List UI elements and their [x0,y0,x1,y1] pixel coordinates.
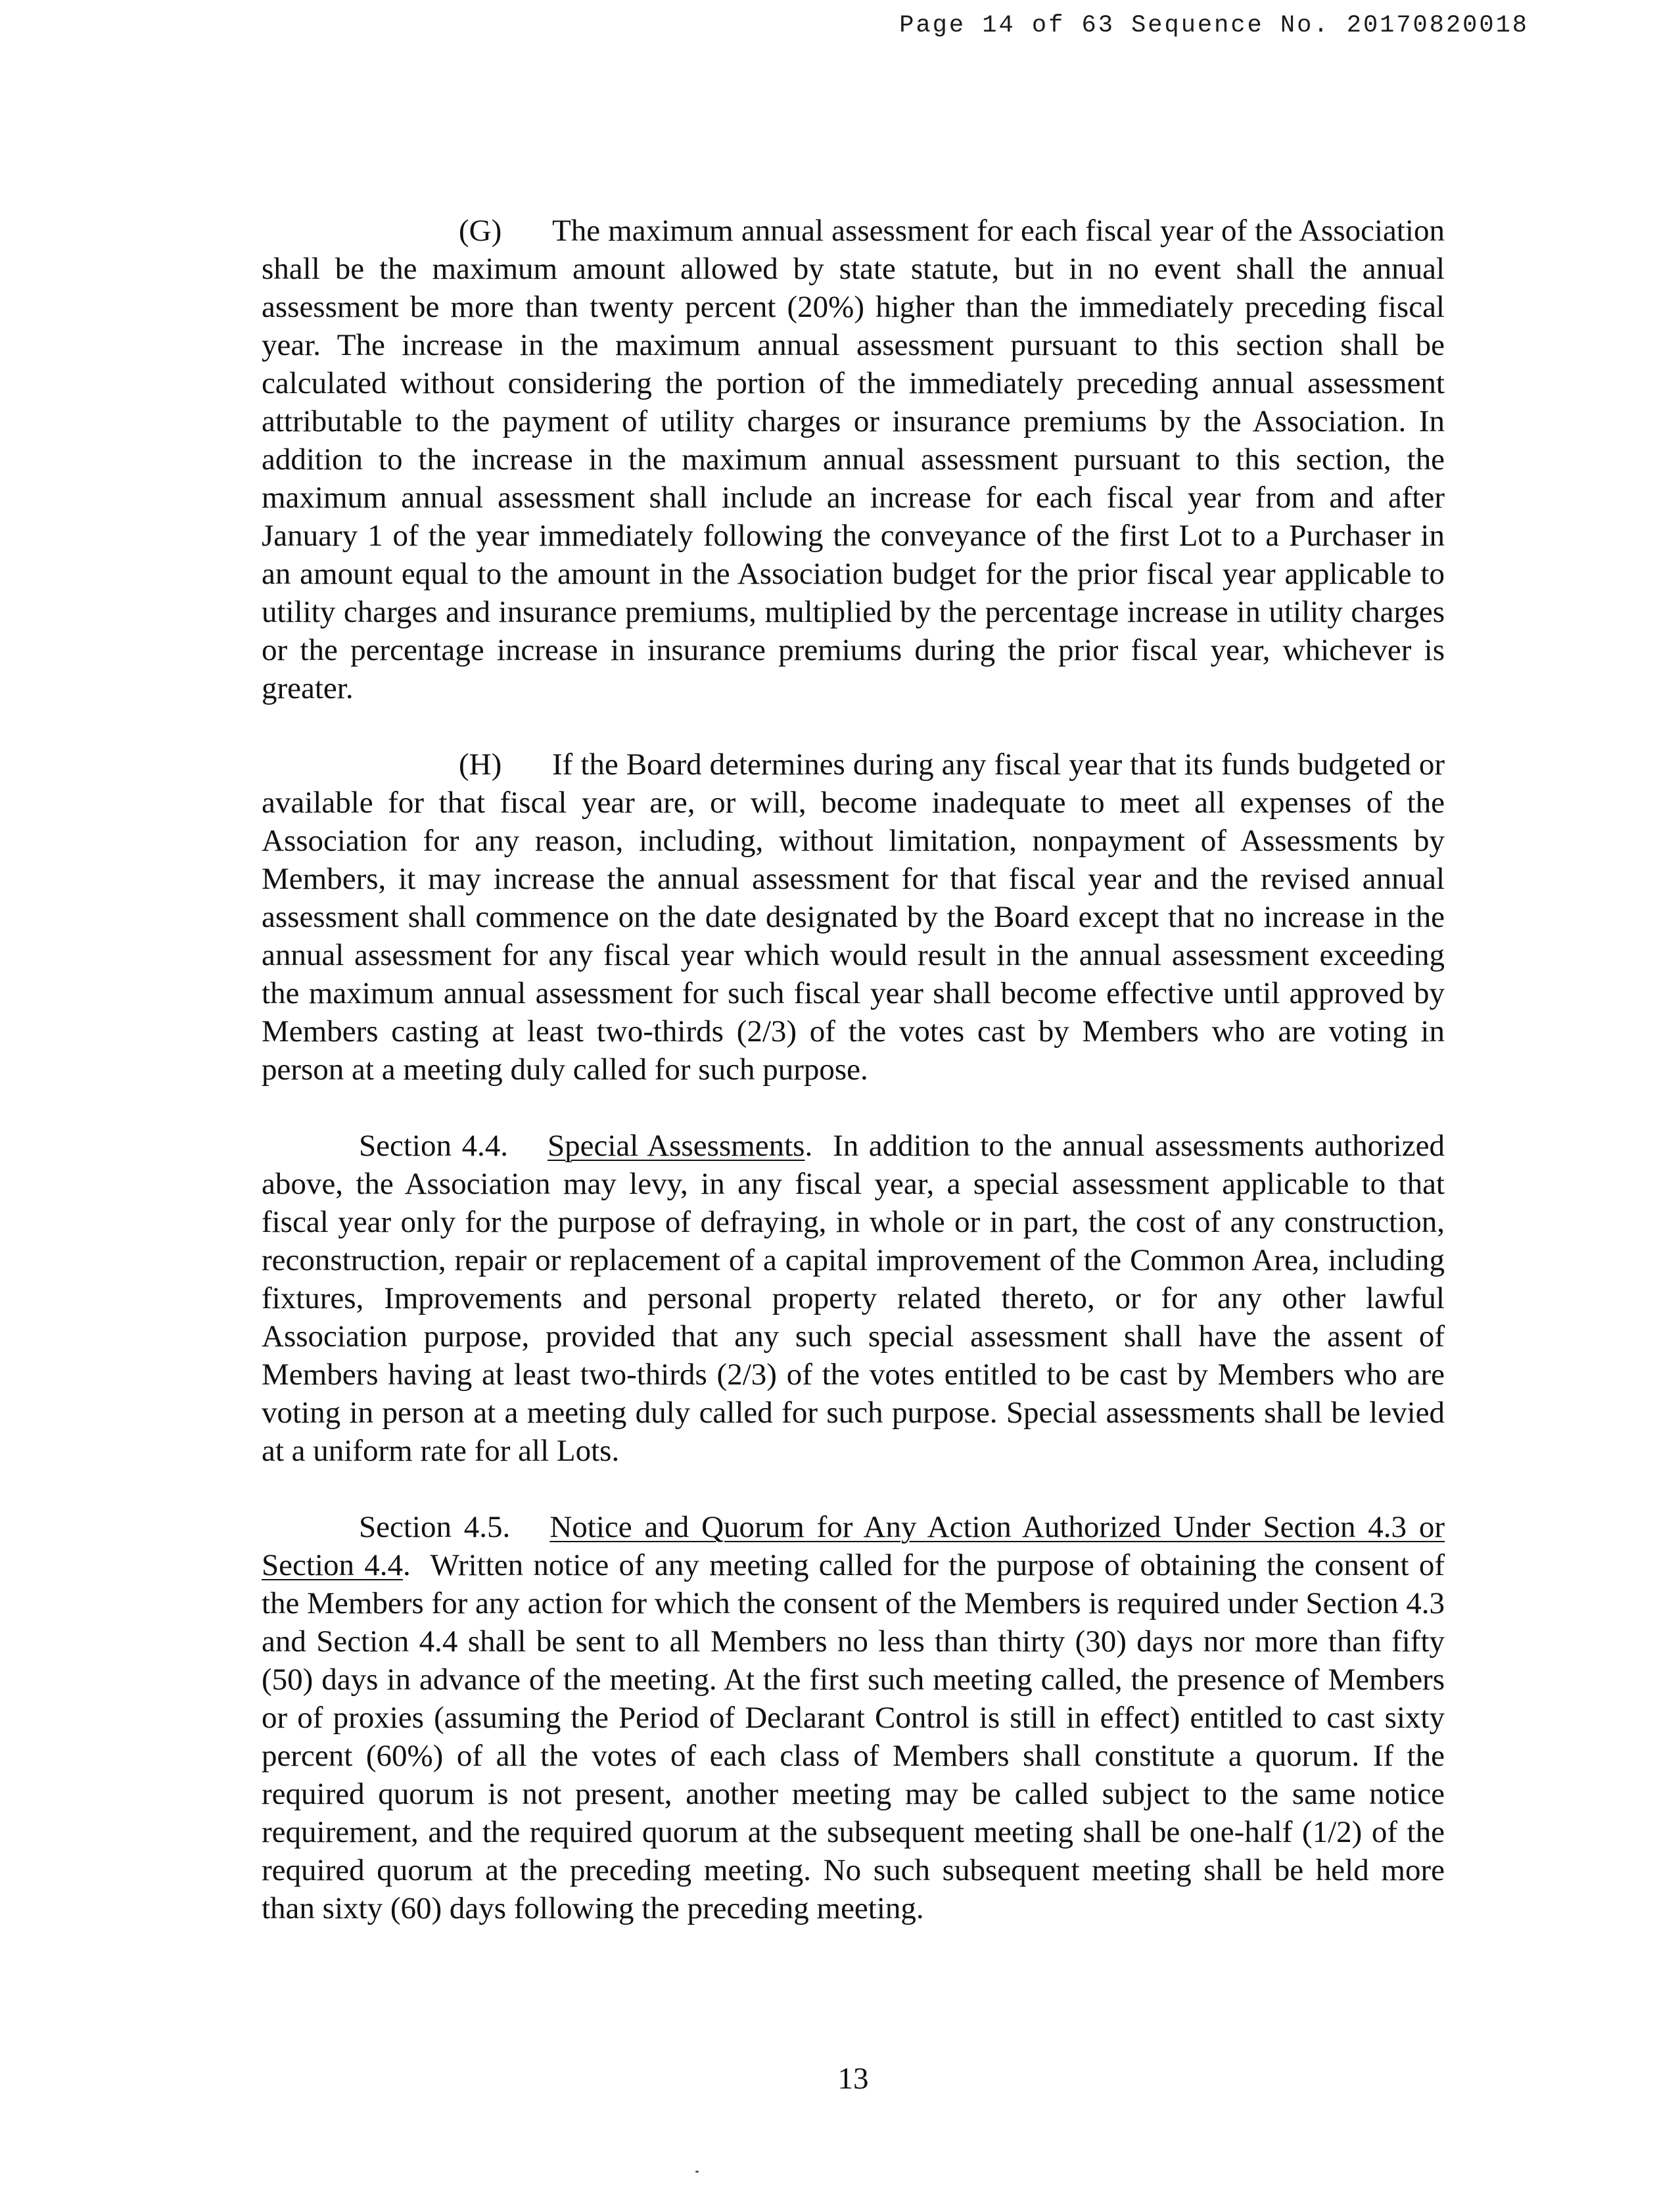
page-number: 13 [837,2062,869,2096]
section-number-4-5: Section 4.5. [359,1510,511,1544]
paragraph-label-h: (H) [459,747,502,782]
paragraph-text-g: The maximum annual assessment for each fiscal year of the Association shall be the maximum amount allowed by state statute, but in no event shall the annual assessment be more than twenty percent (20%) higher than the immediately preceding fiscal year. The increase in the maximum annual assessment pursuant to this section shall be calculated without considering the portion of the immediately preceding annual assessment attributable to the payment of utility charges or insurance premiums by the Association. In addition to the increase in the maximum annual assessment pursuant to this section, the maximum annual assessment shall include an increase for each fiscal year from and after January 1 of the year immediately following the conveyance of the first Lot to a Purchaser in an amount equal to the amount in the Association budget for the prior fiscal year applicable to utility charges and insurance premiums, multiplied by the percentage increase in utility charges or the percentage increase in insurance premiums during the prior fiscal year, whichever is greater. [262,214,1445,705]
section-text-4-5: Written notice of any meeting called for the purpose of obtaining the consent of the Members for any action for which the consent of the Members is required under Section 4.3 and Section 4.4 shall be sent to all Members no less than thirty (30) days nor more than fifty (50) days in advance of the meeting. At the first such meeting called, the presence of Members or of proxies (assuming the Period of Declarant Control is still in effect) entitled to cast sixty percent (60%) of all the votes of each class of Members shall constitute a quorum. If the required quorum is not present, another meeting may be called subject to the same notice requirement, and the required quorum at the subsequent meeting shall be one-half (1/2) of the required quorum at the preceding meeting. No such subsequent meeting shall be held more than sixty (60) days following the preceding meeting. [262,1548,1445,1925]
section-heading-4-5: Notice and Quorum for Any Action Authorized Under Section 4.3 or Section 4.4 [262,1510,1445,1582]
paragraph-label-g: (G) [459,214,502,248]
section-text-4-4: In addition to the annual assessments authorized above, the Association may levy, in any fiscal year, a special assessment applicable to that fiscal year only for the purpose of defraying, in whole or in part, the cost of any construction, reconstruction, repair or replacement of a capital improvement of the Common Area, including fixtures, Improvements and personal property related thereto, or for any other lawful Association purpose, provided that any such special assessment shall have the assent of Members having at least two-thirds (2/3) of the votes entitled to be cast by Members who are voting in person at a meeting duly called for such purpose. Special assessments shall be levied at a uniform rate for all Lots. [262,1129,1445,1468]
section-heading-end-4-4: . [805,1129,813,1163]
document-body [262,212,1445,1966]
paragraph-text-h: If the Board determines during any fiscal year that its funds budgeted or available for that fiscal year are, or will, become inadequate to meet all expenses of the Association for any reason, including, without limitation, nonpayment of Assessments by Members, it may increase the annual assessment for that fiscal year and the revised annual assessment shall commence on the date designated by the Board except that no increase in the annual assessment for any fiscal year which would result in the annual assessment exceeding the maximum annual assessment for such fiscal year shall become effective until approved by Members casting at least two-thirds (2/3) of the votes cast by Members who are voting in person at a meeting duly called for such purpose. [262,747,1445,1087]
page-sequence-stamp: Page 14 of 63 Sequence No. 20170820018 [899,12,1529,39]
section-number-4-4: Section 4.4. [359,1129,508,1163]
section-heading-end-4-5: . [403,1548,411,1582]
scan-speck [695,2171,699,2173]
paragraph-h [262,745,1445,1089]
section-4-4 [262,1127,1445,1470]
section-4-5 [262,1508,1445,1927]
paragraph-g [262,212,1445,707]
section-heading-4-4: Special Assessments [547,1129,805,1163]
